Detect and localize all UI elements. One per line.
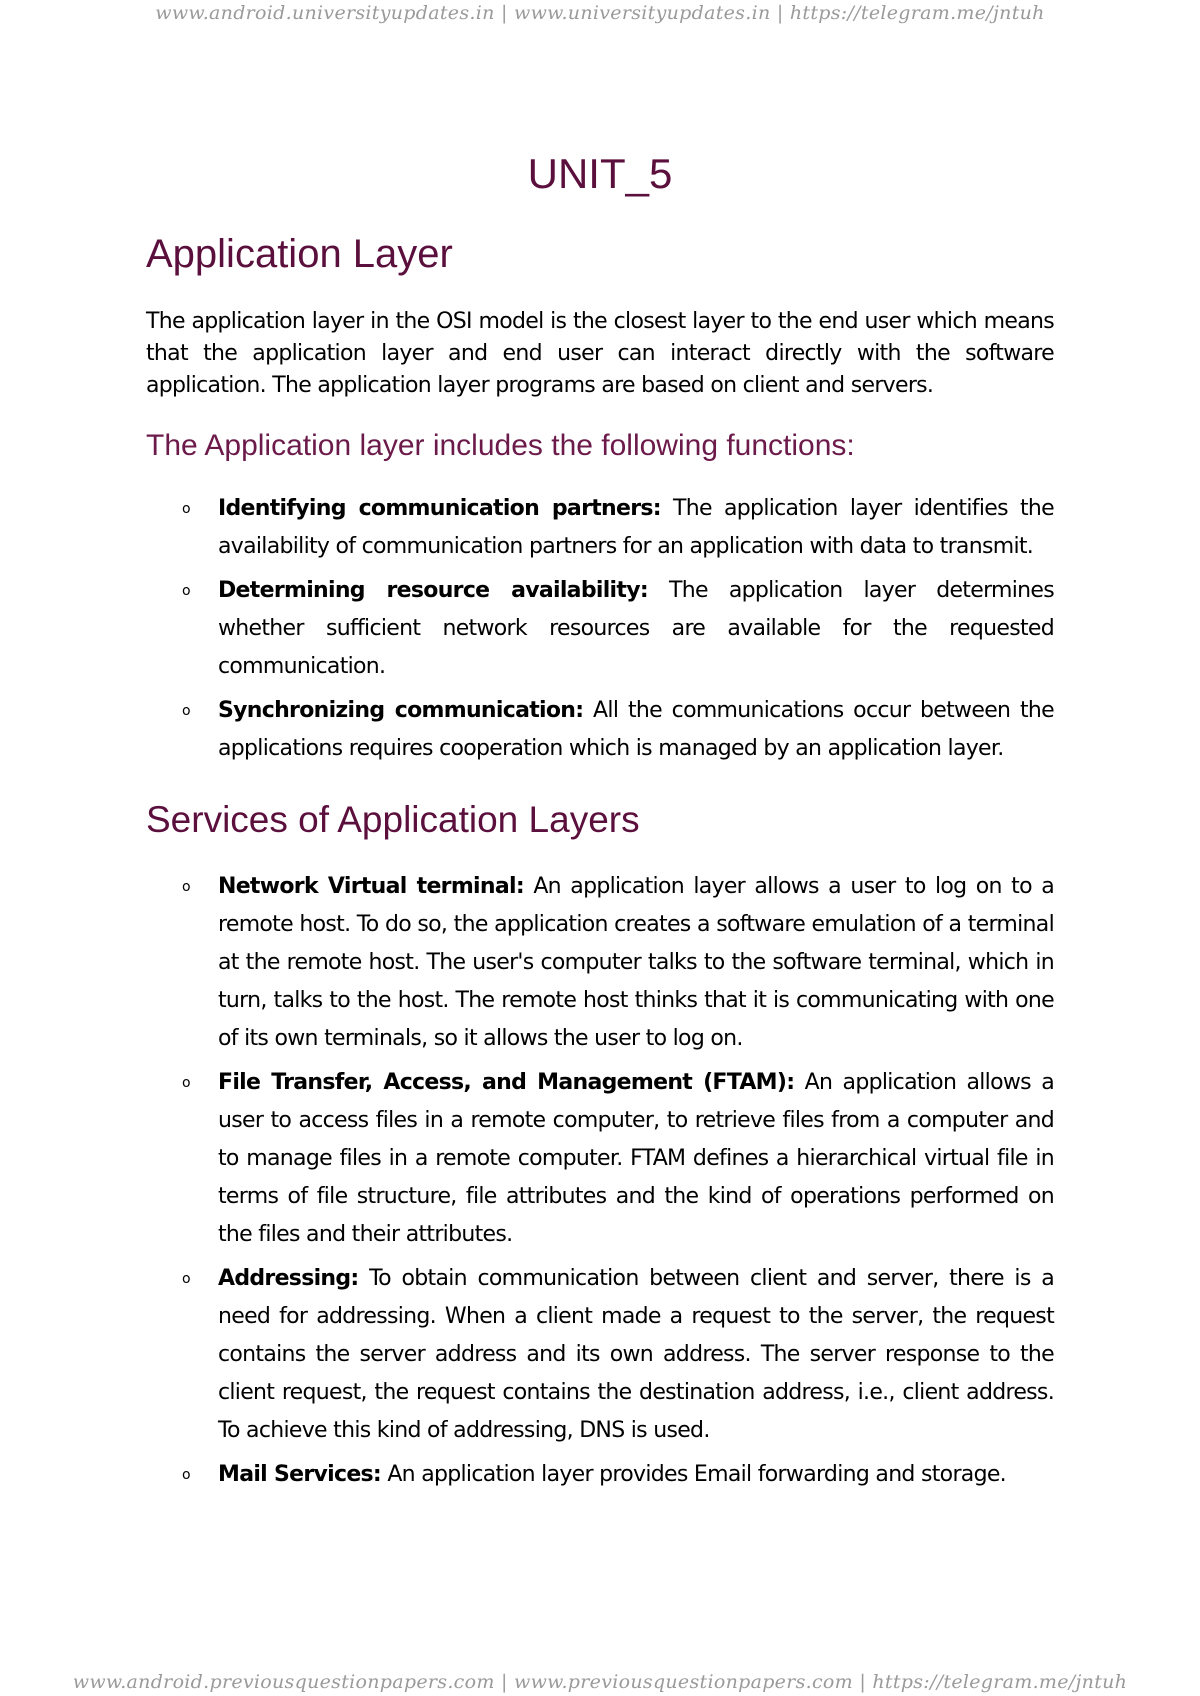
bullet-icon: o xyxy=(182,583,190,599)
item-term: Synchronizing communication: xyxy=(218,698,584,723)
item-term: File Transfer, Access, and Management (FTAM): xyxy=(218,1070,795,1096)
bullet-icon: o xyxy=(182,501,190,517)
functions-heading: The Application layer includes the following functions: xyxy=(146,429,855,462)
services-heading: Services of Application Layers xyxy=(146,799,640,840)
item-text: To obtain communication between client and server, there is a need for addressing. When a client made a request to the server, the request contains the server address and its own address. The server response to the client request, the request contains the destination address, i.e., client address. To achieve this kind of addressing, DNS is used. xyxy=(218,1266,1054,1444)
item-text: The application layer identifies the availability of communication partners for an application with data to transmit. xyxy=(218,496,1054,559)
list-item xyxy=(146,572,1054,686)
item-text: An application layer provides Email forwarding and storage. xyxy=(381,1462,1006,1488)
item-term: Mail Services: xyxy=(218,1462,382,1488)
item-term: Network Virtual terminal: xyxy=(218,874,524,900)
list-item xyxy=(146,692,1054,768)
item-text: An application allows a user to access files in a remote computer, to retrieve files from a computer and to manage files in a remote computer. FTAM defines a hierarchical virtual file in terms of file structure, file attributes and the kind of operations performed on the files and their attributes. xyxy=(218,1070,1054,1248)
item-term: Addressing: xyxy=(218,1266,359,1292)
list-item xyxy=(146,1064,1054,1254)
bullet-icon: o xyxy=(182,1467,190,1484)
services-list xyxy=(146,868,1054,1494)
bullet-icon: o xyxy=(182,879,190,896)
list-item xyxy=(146,868,1054,1058)
item-text: An application layer allows a user to log on to a remote host. To do so, the application creates a software emulation of a terminal at the remote host. The user's computer talks to the software terminal, which in turn, talks to the host. The remote host thinks that it is communicating with one of its own terminals, so it allows the user to log on. xyxy=(218,874,1054,1052)
section-heading-application-layer: Application Layer xyxy=(146,232,453,276)
intro-paragraph: The application layer in the OSI model is the closest layer to the end user which means that the application layer and end user can interact directly with the software application. The application layer programs are based on client and servers. xyxy=(146,309,1054,398)
watermark-bottom: www.android.previousquestionpapers.com | www.previousquestionpapers.com | https://telegram.me/jntuh xyxy=(72,1671,1128,1693)
document-body xyxy=(146,230,1054,1500)
unit-title: UNIT_5 xyxy=(527,150,673,197)
list-item xyxy=(146,1456,1054,1494)
item-text: All the communications occur between the applications requires cooperation which is managed by an application layer. xyxy=(218,698,1054,761)
bullet-icon: o xyxy=(182,703,190,719)
item-text: The application layer determines whether sufficient network resources are available for the requested communication. xyxy=(218,578,1055,679)
item-term: Identifying communication partners: xyxy=(218,496,661,521)
bullet-icon: o xyxy=(182,1271,190,1288)
watermark-top: www.android.universityupdates.in | www.universityupdates.in | https://telegram.me/jntuh xyxy=(155,2,1045,24)
item-term: Determining resource availability: xyxy=(218,578,648,603)
bullet-icon: o xyxy=(182,1075,190,1092)
list-item xyxy=(146,490,1054,566)
list-item xyxy=(146,1260,1054,1450)
functions-list xyxy=(146,490,1054,768)
